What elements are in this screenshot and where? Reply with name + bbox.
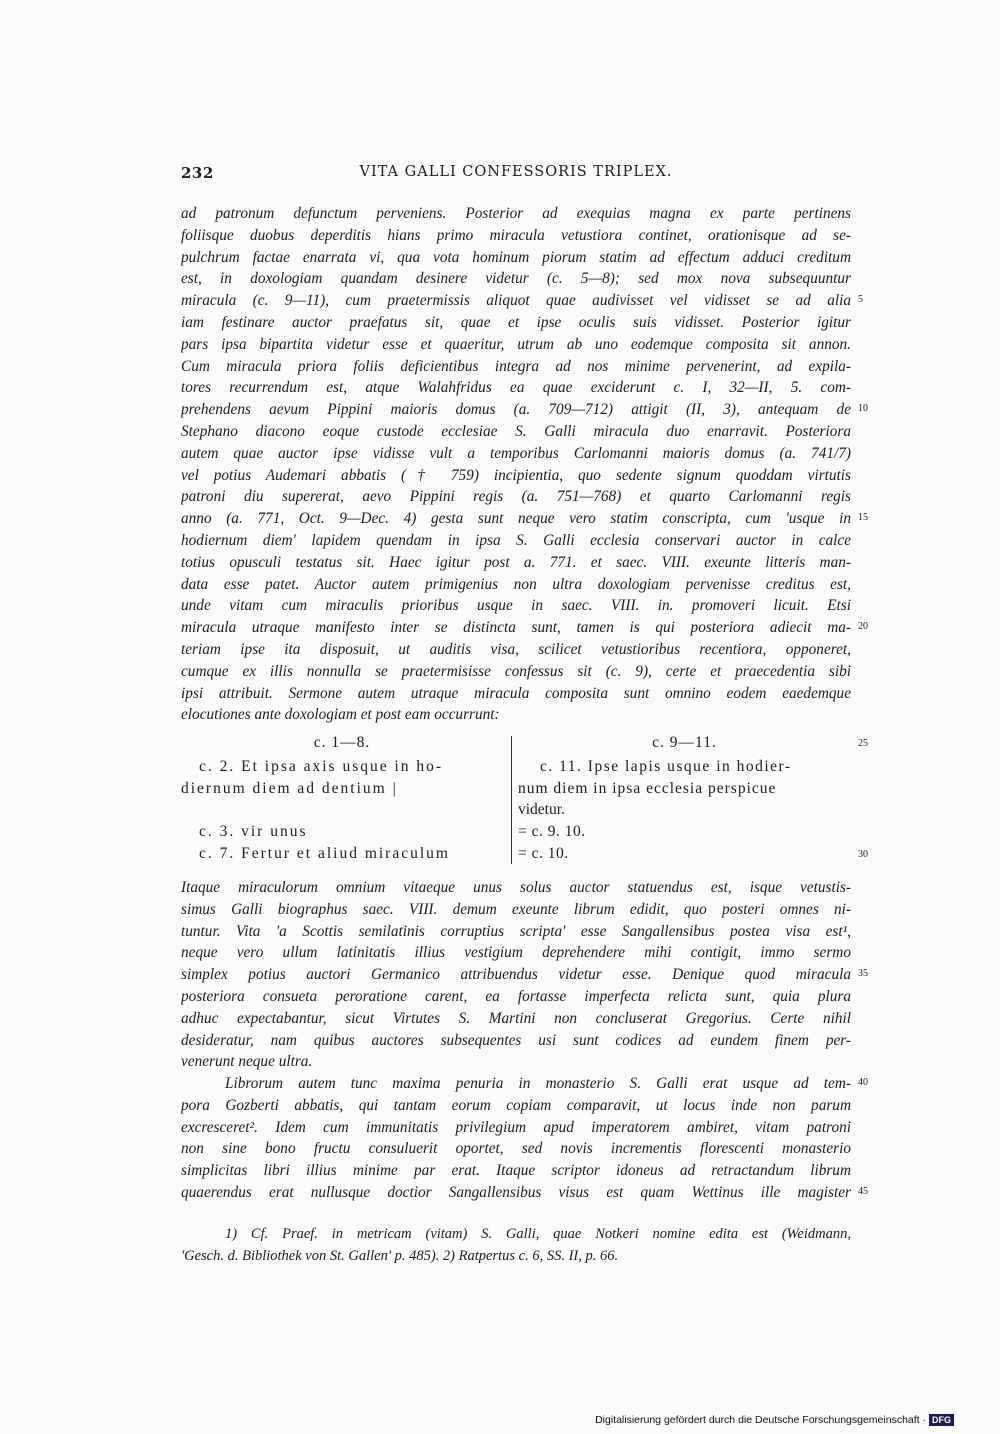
text-line: excresceret². Idem cum immunitatis privilegium apud imperatorem ambiret, vitam patroni — [181, 1118, 851, 1136]
comparison-table — [181, 734, 851, 864]
comparison-row: num diem in ipsa ecclesia perspicue — [518, 780, 777, 797]
text-line: autem quae auctor ipse vidisse vult a temporibus Carlomanni maioris domus (a. 741/7) — [181, 444, 851, 462]
footnote-line: 'Gesch. d. Bibliothek von St. Gallen' p. 485). 2) Ratpertus c. 6, SS. II, p. 66. — [181, 1247, 619, 1264]
text-line: tuntur. Vita 'a Scottis semilatinis corruptius scripta' esse Sangallensibus postea visa est¹, — [181, 922, 851, 940]
digitization-credit — [595, 1414, 954, 1426]
line-number: 30 — [858, 849, 868, 860]
text-line: totius opusculi testatus sit. Haec igitur post a. 771. et saec. VIII. exeunte litteris man- — [181, 553, 851, 571]
column-divider — [511, 736, 512, 864]
line-number: 15 — [858, 512, 868, 523]
line-number: 5 — [858, 294, 863, 305]
comparison-row: diernum diem ad dentium | — [181, 780, 398, 797]
text-line: tores recurrendum est, atque Walahfridus ea quae exciderunt c. I, 32—II, 5. com- — [181, 379, 851, 397]
left-column-header: c. 1—8. — [313, 734, 371, 751]
page-number: 232 — [181, 164, 214, 182]
text-line: est, in doxologiam quandam desinere videtur (c. 5—8); sed mox nova subsequuntur — [181, 270, 851, 288]
credit-text: Digitalisierung gefördert durch die Deutsche Forschungsgemeinschaft · — [595, 1414, 926, 1426]
line-number: 20 — [858, 621, 868, 632]
text-line: cumque ex illis nonnulla se praetermisisse confessus sit (c. 9), certe et praecedentia sibi — [181, 662, 851, 680]
text-line: venerunt neque ultra. — [181, 1053, 313, 1071]
text-line: miracula utraque manifesto inter se distincta sunt, tamen is qui posteriora adiecit ma- — [181, 619, 851, 637]
text-line: iam festinare auctor praefatus sit, quae et ipse oculis suis vidisset. Posterior igitur — [181, 313, 851, 331]
text-line: ipsi attribuit. Sermone autem utraque miracula composita sunt omnino eodem eaedemque — [181, 684, 851, 702]
right-column-header: c. 9—11. — [652, 734, 717, 751]
comparison-row: videtur. — [518, 801, 565, 818]
text-line: pulchrum factae enarrata vi, qua vota hominum piorum statim ad effectum adduci creditum — [181, 248, 851, 266]
text-line: simus Galli biographus saec. VIII. demum exeunte librum edidit, quo posteri omnes ni- — [181, 900, 851, 918]
text-line: neque vero ullum latinitatis illius vestigium deprehendere mihi contigit, immo sermo — [181, 944, 851, 962]
line-number: 10 — [858, 403, 868, 414]
text-line: posteriora consueta peroratione carent, ea fortasse imperfecta relicta sunt, quia plura — [181, 987, 851, 1005]
comparison-row: c. 7. Fertur et aliud miraculum — [199, 845, 450, 862]
text-line: vel potius Audemari abbatis († 759) incipientia, quo sedente signum quoddam virtutis — [181, 466, 851, 484]
paragraph-3 — [181, 1073, 851, 1204]
page-header — [181, 164, 851, 190]
text-line: Cum miracula priora foliis deficientibus integra ad nos minime pervenerint, ad expila- — [181, 357, 851, 375]
text-line: unde vitam cum miraculis prioribus usque in saec. VIII. in. promoveri licuit. Etsi — [181, 597, 851, 615]
comparison-row: c. 2. Et ipsa axis usque in ho- — [199, 758, 444, 775]
text-line: miracula (c. 9—11), cum praetermissis aliquot quae audivisset vel vidisset se ad alia — [181, 292, 851, 310]
text-line: non sine bono fructu consuluerit oportet, sed novis incrementis florescenti monasterio — [181, 1140, 851, 1158]
footnote-line: 1) Cf. Praef. in metricam (vitam) S. Galli, quae Notkeri nomine edita est (Weidmann, — [225, 1226, 851, 1242]
text-line: foliisque duobus deperditis hians primo miracula vetustiora continet, orationisque ad se- — [181, 226, 851, 244]
text-line: data esse patet. Auctor autem primigenius non ultra doxologiam pervenisse creditus est, — [181, 575, 851, 593]
text-line: ad patronum defunctum perveniens. Posterior ad exequias magna ex parte pertinens — [181, 205, 851, 222]
text-line: pora Gozberti abbatis, qui tantam eorum copiam comparavit, ut locus inde non parum — [181, 1096, 851, 1114]
text-line: hodiernum diem' lapidem quendam in ipsa S. Galli ecclesia conservari auctor in calce — [181, 531, 851, 549]
dfg-logo: DFG — [929, 1414, 954, 1426]
line-number: 35 — [858, 968, 868, 979]
comparison-row: c. 11. Ipse lapis usque in hodier- — [540, 758, 792, 775]
text-line: pars ipsa bipartita videtur esse et quaeritur, utrum ab uno eodemque composita sit annon. — [181, 335, 851, 353]
line-number: 45 — [858, 1186, 868, 1197]
line-number: 40 — [858, 1077, 868, 1088]
text-line: anno (a. 771, Oct. 9—Dec. 4) gesta sunt neque vero statim conscripta, cum 'usque in — [181, 510, 851, 528]
text-line: simplex potius auctori Germanico attribuendus videtur esse. Denique quod miracula — [181, 966, 851, 984]
text-line: elocutiones ante doxologiam et post eam occurrunt: — [181, 706, 500, 724]
text-line: adhuc expectabantur, sicut Virtutes S. Martini non concluserat Gregorius. Certe nihil — [181, 1009, 851, 1027]
comparison-row: = c. 10. — [518, 845, 569, 862]
text-line: quaerendus erat nullusque doctior Sangallensibus visus est quam Wettinus ille magister — [181, 1183, 851, 1201]
running-title: VITA GALLI CONFESSORIS TRIPLEX. — [359, 164, 673, 180]
text-line: teriam ipse ita disposuit, ut auditis visa, scilicet vetustioribus recentiora, opponeret, — [181, 640, 851, 658]
text-line: simplicitas libri illius minime par erat. Itaque scriptor idoneus ad retractandum librum — [181, 1162, 851, 1180]
text-line: Stephano diacono eoque custode ecclesiae S. Galli miracula duo enarravit. Posteriora — [181, 422, 851, 440]
comparison-row: c. 3. vir unus — [199, 823, 308, 840]
text-line: desideratur, nam quibus auctores subsequentes usi sunt codices ad eundem finem per- — [181, 1031, 851, 1049]
text-line: prehendens aevum Pippini maioris domus (a. 709—712) attigit (II, 3), antequam de — [181, 401, 851, 419]
text-line: Itaque miraculorum omnium vitaeque unus solus auctor statuendus est, isque vetustis- — [181, 879, 851, 896]
paragraph-1 — [181, 203, 851, 726]
text-line: patroni diu supererat, aevo Pippini regis (a. 751—768) et quarto Carlomanni regis — [181, 488, 851, 506]
line-number: 25 — [858, 738, 868, 749]
comparison-row: = c. 9. 10. — [518, 823, 586, 840]
footnotes — [181, 1224, 851, 1267]
text-line: Librorum autem tunc maxima penuria in monasterio S. Galli erat usque ad tem- — [225, 1075, 851, 1092]
paragraph-2 — [181, 877, 851, 1073]
